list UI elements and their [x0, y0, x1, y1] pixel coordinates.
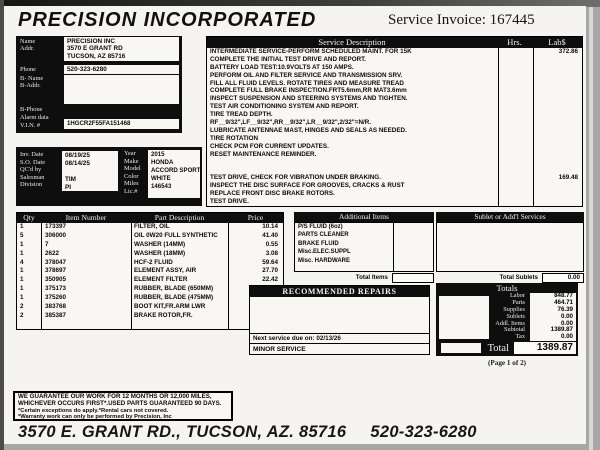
- service-line: TIRE ROTATION: [210, 134, 259, 142]
- column-divider: [533, 48, 534, 206]
- additional-item: BRAKE FLUID: [298, 240, 339, 247]
- warranty-box: [13, 391, 233, 421]
- totals-row: Labor 848.77: [436, 293, 576, 300]
- customer-phone-field: 520-323-6280: [64, 65, 179, 74]
- parts-row: 4 378047 HCF-2 FLUID 59.64: [20, 258, 278, 266]
- sublet-services-box: [436, 222, 584, 272]
- additional-item: P/S FLUID (6oz): [298, 224, 343, 230]
- additional-items-section: [294, 212, 584, 283]
- service-line: INTERMEDIATE SERVICE-PERFORM SCHEDULED MAINT. FOR 15K 372.86: [210, 48, 578, 55]
- item-number-header: Item Number: [65, 213, 107, 222]
- additional-item: Misc. HARDWARE: [298, 257, 351, 264]
- parts-row: 2 383768 BOOT KIT,FR.ARM LWR: [20, 303, 206, 311]
- part-description-header: Part Description: [154, 213, 205, 222]
- company-title: PRECISION INCORPORATED: [18, 9, 317, 31]
- service-line: REPLACE FRONT DISC BRAKE ROTORS.: [210, 190, 335, 198]
- total-sublets-row: [436, 273, 584, 283]
- additional-items-header: Additional Items: [294, 212, 434, 222]
- scanner-edge-right: [589, 7, 593, 450]
- warranty-line: *Certain exceptions do apply.*Rental cars not covered.: [18, 407, 169, 414]
- qcd-by-field: [62, 167, 118, 175]
- totals-row: Addl. Items 0.00: [436, 321, 576, 328]
- totals-row: Tax 0.00: [436, 334, 576, 341]
- totals-title: Totals: [496, 283, 518, 293]
- vin-label: V.I.N. #: [20, 122, 41, 129]
- service-line: RESET MAINTENANCE REMINDER.: [210, 150, 317, 158]
- parts-row: 1 378697 ELEMENT ASSY, AIR 27.70: [20, 267, 278, 275]
- vehicle-info-box: [16, 147, 202, 206]
- parts-row: 1 375173 RUBBER, BLADE (650MM): [20, 285, 214, 293]
- salesman-field: TIM: [62, 175, 118, 183]
- grand-total-value: 1389.87: [514, 342, 576, 354]
- service-line: COMPLETE FULL BRAKE INSPECTION.FRT5.6mm,RR MAT3.6mm: [210, 87, 407, 95]
- customer-name-address-field: [64, 37, 179, 61]
- column-divider: [131, 223, 132, 329]
- service-line: TEST AIR CONDITIONING SYSTEM AND REPORT.: [210, 103, 359, 111]
- parts-row: 2 385387 BRAKE ROTOR,FR.: [20, 311, 193, 319]
- invoice-number: Service Invoice: 167445: [388, 12, 535, 28]
- parts-row: 1 7 WASHER (14MM) 0.55: [20, 240, 278, 248]
- page-indicator: (Page 1 of 2): [487, 359, 527, 367]
- inv-date-field: 08/19/25: [62, 151, 118, 159]
- lic-label: Lic.#: [124, 188, 138, 195]
- total-sublets-label: Total Sublets: [499, 274, 538, 281]
- price-header: Price: [247, 213, 264, 222]
- parts-row: 5 306000 OIL 0W20 FULL SYNTHETIC 41.40: [20, 231, 278, 239]
- lic-field: [148, 190, 200, 198]
- parts-row: 1 173397 FILTER, OIL 10.14: [20, 223, 278, 230]
- service-line: TIRE TREAD DEPTH.: [210, 111, 273, 119]
- service-line: TEST DRIVE, CHECK FOR VIBRATION UNDER BRAKING. 169.48: [210, 174, 578, 182]
- division-label: Division: [20, 181, 43, 189]
- total-blank-field: [441, 343, 481, 353]
- qcd-by-label: QC'd by: [20, 166, 42, 174]
- service-line: BATTERY LOAD TEST:10.9VOLTS AT 150 AMPS.: [210, 63, 354, 71]
- total-sublets-value: 0.00: [542, 273, 584, 283]
- service-line: [207, 166, 582, 174]
- qty-header: Qty: [23, 213, 35, 222]
- column-divider: [41, 223, 42, 329]
- warranty-line: WHICHEVER OCCURS FIRST*.USED PARTS GUARANTEED 90 DAYS.: [18, 399, 222, 407]
- column-divider: [228, 223, 229, 329]
- service-line: COMPLETE THE INITIAL TEST DRIVE AND REPORT.: [210, 55, 367, 63]
- color-label: Color: [124, 172, 139, 180]
- column-divider: [393, 223, 394, 271]
- recommended-repairs-box: [249, 285, 430, 355]
- service-line: INSPECT SUSPENSION AND STEERING SYSTEMS AND TIGHTEN.: [210, 95, 408, 103]
- alarm-data-label: Alarm data: [20, 114, 49, 121]
- addr-label: Addr.: [20, 45, 35, 52]
- footer-address-line: [18, 423, 477, 442]
- totals-row: Subtotal 1389.87: [436, 327, 576, 334]
- parts-table-body: [17, 223, 283, 329]
- model-field: ACCORD SPORT: [148, 166, 200, 174]
- additional-item: PARTS CLEANER: [298, 232, 349, 239]
- column-divider: [498, 48, 499, 206]
- grand-total-row: [436, 341, 578, 355]
- service-line: CHECK PCM FOR CURRENT UPDATES.: [210, 142, 329, 150]
- totals-row: Supplies 76.39: [436, 307, 576, 314]
- total-items-label: Total Items: [355, 274, 388, 281]
- make-label: Make: [124, 157, 139, 165]
- sublet-services-header: Sublet or Add'l Services: [436, 212, 584, 222]
- b-phone-label: B-Phone: [20, 106, 43, 113]
- recommended-repairs-body: [250, 297, 429, 333]
- footer-phone: 520-323-6280: [370, 423, 477, 441]
- make-field: HONDA: [148, 158, 200, 166]
- hours-header: Hrs.: [507, 37, 522, 47]
- total-items-value: [392, 273, 434, 283]
- additional-item: Misc.ELEC.SUPPL: [298, 249, 351, 256]
- division-field: PI: [62, 183, 118, 191]
- service-description-table: [206, 36, 583, 207]
- b-addr-label: B-Addr.: [20, 82, 41, 89]
- service-line: [207, 158, 582, 166]
- phone-label: Phone: [20, 66, 36, 73]
- warranty-line: WE GUARANTEE OUR WORK FOR 12 MONTHS OR 12,000 MILES,: [18, 393, 212, 400]
- year-label: Year: [124, 150, 136, 157]
- service-line: PERFORM OIL AND FILTER SERVICE AND TRANSMISSION SRV.: [210, 71, 403, 79]
- service-table-body: [207, 48, 582, 206]
- warranty-line: *Warranty work can only be performed by Precision, Inc: [18, 414, 172, 421]
- service-table-header: [207, 37, 582, 48]
- next-service-due: Next service due on: 02/13/26: [250, 333, 429, 343]
- name-label: Name: [20, 38, 36, 45]
- next-service-type: MINOR SERVICE: [250, 343, 429, 354]
- so-date-field: 08/14/25: [62, 159, 118, 167]
- service-line: TEST DRIVE.: [210, 197, 249, 205]
- inv-date-label: Inv. Date: [20, 151, 44, 158]
- grand-total-label: Total: [487, 342, 509, 354]
- so-date-label: S.O. Date: [20, 158, 46, 166]
- customer-name: PRECISION INC: [67, 38, 115, 45]
- parts-table-header: [17, 213, 283, 223]
- parts-row: 1 375260 RUBBER, BLADE (475MM): [20, 294, 214, 302]
- parts-table: [16, 212, 284, 330]
- totals-rows: [436, 293, 576, 341]
- customer-info-box: [16, 36, 182, 133]
- additional-items-list: [294, 222, 434, 272]
- b-address-field: [64, 75, 179, 104]
- recommended-repairs-header: RECOMMENDED REPAIRS: [250, 286, 429, 297]
- total-items-row: [294, 273, 434, 283]
- footer-address: 3570 E. GRANT RD., TUCSON, AZ. 85716: [18, 423, 347, 441]
- customer-addr2: TUCSON, AZ 85716: [67, 52, 126, 60]
- year-field: 2015: [148, 150, 200, 158]
- b-name-label: B- Name: [20, 75, 44, 82]
- totals-row: Sublets 0.00: [436, 314, 576, 321]
- customer-addr1: 3570 E GRANT RD: [67, 45, 123, 53]
- salesman-label: Salesman: [20, 173, 45, 181]
- totals-box: [436, 283, 578, 356]
- parts-row: 1 2622 WASHER (18MM) 3.08: [20, 249, 278, 257]
- model-label: Model: [124, 165, 141, 173]
- service-line: LUBRICATE ANTENNAE MAST, HINGES AND SEALS AS NEEDED.: [210, 126, 407, 134]
- miles-field: 146543: [148, 182, 200, 190]
- miles-label: Miles: [124, 180, 139, 188]
- service-line: INSPECT THE DISC SURFACE FOR GROOVES, CRACKS & RUST: [210, 182, 405, 190]
- color-field: WHITE: [148, 174, 200, 182]
- parts-row: 1 350905 ELEMENT FILTER 22.42: [20, 276, 278, 284]
- vin-field: 1HGCR2F55FA151468: [64, 119, 179, 129]
- service-line: RF__9/32",LF__9/32",RR__9/32",LR__9/32",2/32"=N/R.: [210, 119, 372, 127]
- labor-header: Lab$: [548, 37, 566, 47]
- service-line: FILL ALL FLUID LEVELS. ROTATE TIRES AND MEASURE TREAD: [210, 79, 404, 87]
- totals-row: Parts 464.71: [436, 300, 576, 307]
- service-description-header: Service Description: [318, 37, 386, 47]
